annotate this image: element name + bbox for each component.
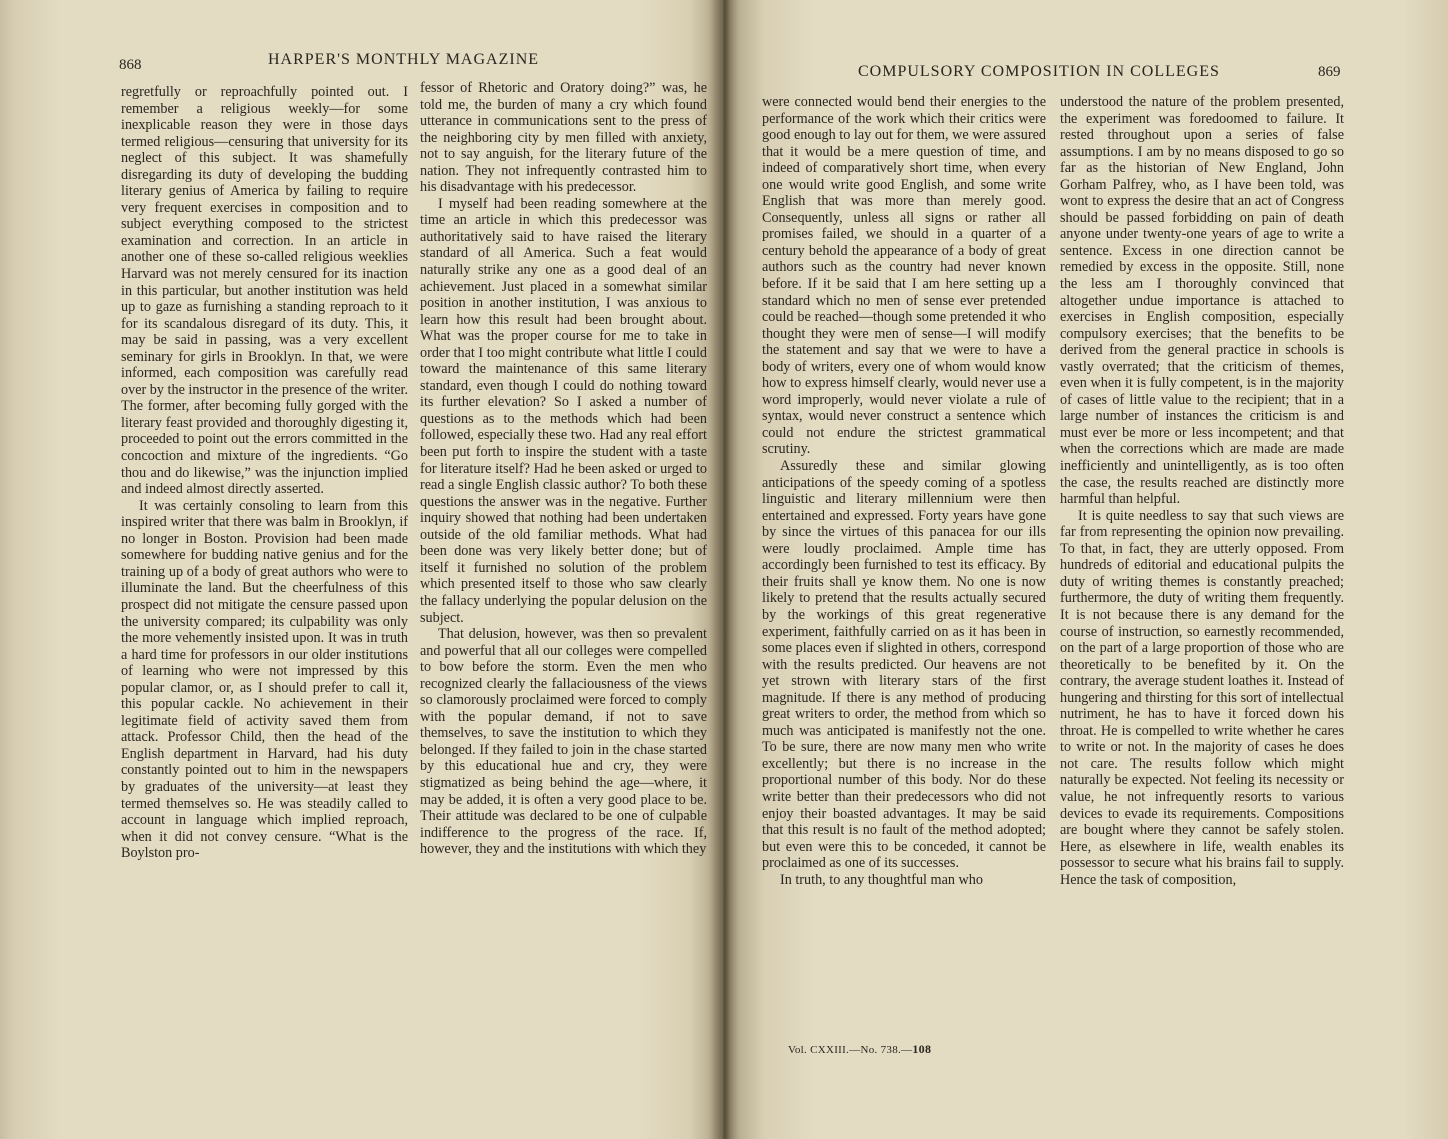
- page-number-right: 869: [1318, 64, 1341, 80]
- signature-line: [788, 1042, 931, 1057]
- paragraph: fessor of Rhetoric and Oratory doing?” was, he told me, the burden of many a cry which found utterance in communications sent to the press of the neighboring city by men filled with anxiety, not to say anguish, for the literary future of the nation. They not infrequently contrasted him to his disadvantage with his predecessor.: [420, 80, 707, 196]
- paragraph: understood the nature of the problem presented, the experiment was foredoomed to failure. It rested throughout upon a series of false assumptions. I am by no means disposed to go so far as the historian of New England, John Gorham Palfrey, who, as I have been told, was wont to express the desire that an act of Congress should be passed forbidding on pain of death anyone under twenty-one years of age to write a sentence. Excess in one direction cannot be remedied by excess in the opposite. Still, none the less am I thoroughly convinced that altogether undue importance is attached to exercises in English composition, especially compulsory exercises; that the benefits to be derived from the general practice in schools is vastly overrated; that the criticism of themes, even when it is fully competent, is in the majority of cases of little value to the recipient; that in a large number of instances the criticism is and must ever be more or less incompetent; and that when the corrections which are made are made inefficiently and unintelligently, as is too often the case, the results reached are distinctly more harmful than helpful.: [1060, 94, 1344, 508]
- left-column-2: [420, 80, 707, 858]
- page-number-left: 868: [119, 57, 142, 73]
- paragraph: That delusion, however, was then so prevalent and powerful that all our colleges were compelled to bow before the storm. Even the men who recognized clearly the fallaciousness of the views so clamorously proclaimed were forced to comply with the popular demand, if not to save themselves, to save the institution to which they belonged. If they failed to join in the chase started by this educational hue and cry, they were stigmatized as being behind the age—where, it may be added, it is often a very good place to be. Their attitude was declared to be one of culpable indifference to the progress of the race. If, however, they and the institutions with which they: [420, 626, 707, 858]
- left-column-1: [121, 84, 408, 862]
- signature-volume: Vol. CXXIII.—No. 738.—: [788, 1044, 913, 1056]
- paragraph: were connected would bend their energies to the performance of the work which their critics were good enough to lay out for them, we were assured that it would be a mere question of time, and indeed of comparatively short time, when every one would write good English, and some write English that was more than merely good. Consequently, unless all signs or rather all promises failed, we should in a quarter of a century behold the appearance of a body of great authors such as the country had never known before. If it be said that I am here setting up a standard which no men of sense ever pretended could be reached—though some pretended it who thought they were men of sense—I will modify the statement and say that we were to have a body of writers, every one of whom would know how to express himself clearly, would never use a word improperly, would never violate a rule of syntax, would never construct a sentence which could not endure the strictest grammatical scrutiny.: [762, 94, 1046, 458]
- right-page: [724, 0, 1448, 1139]
- paragraph: I myself had been reading somewhere at the time an article in which this predecessor was authoritatively said to have raised the literary standard of all America. Such a feat would naturally strike any one as a good deal of an achievement. Just placed in a somewhat similar position in another institution, I was anxious to learn how this result had been brought about. What was the proper course for me to take in order that I too might contribute what little I could toward the maintenance of this same literary standard, even though I could do nothing toward its further elevation? So I asked a number of questions as to the methods which had been followed, especially these two. Had any real effort been put forth to inspire the student with a taste for literature itself? Had he been asked or urged to read a single English classic author? To both these questions the answer was in the negative. Further inquiry showed that nothing had been undertaken outside of the old familiar methods. What had been done was very likely better done; but of itself it furnished no solution of the problem which presented itself to those who saw clearly the fallacy underlying the popular delusion on the subject.: [420, 195, 707, 626]
- paragraph: In truth, to any thoughtful man who: [780, 871, 983, 888]
- running-head-right: COMPULSORY COMPOSITION IN COLLEGES: [858, 63, 1220, 80]
- paragraph: It was certainly consoling to learn from this inspired writer that there was balm in Brooklyn, if no longer in Boston. Provision had been made somewhere for budding native genius and for the training up of a body of great authors who were to illuminate the land. But the cheerfulness of this prospect did not mitigate the censure passed upon the university compared; its culpability was only the more vehemently insisted upon. It was in truth a hard time for professors in our older institutions of learning who were not impressed by this popular clamor, or, as I should prefer to call it, this popular cackle. No achievement in their legitimate field of activity saved them from attack. Professor Child, then the head of the English department in Harvard, had his duty constantly pointed out to him in the newspapers by graduates of the university—at least they termed themselves so. He was steadily called to account in language which implied reproach, when it did not convey censure. “What is the Boylston pro-: [121, 497, 408, 862]
- running-head-left: HARPER'S MONTHLY MAGAZINE: [268, 51, 540, 68]
- paragraph: It is quite needless to say that such views are far from representing the opinion now prevailing. To that, in fact, they are utterly opposed. From hundreds of editorial and educational pulpits the duty of writing themes is constantly preached; furthermore, the duty of writing them frequently. It is not because there is any demand for the course of instruction, so earnestly recommended, on the part of a large proportion of those who are theoretically to be benefited by it. On the contrary, the average student loathes it. Instead of hungering and thirsting for this sort of intellectual nutriment, he has to have it forced down his throat. He is compelled to write whether he cares to write or not. In the majority of cases he does not care. The results follow which might naturally be expected. Not feeling its necessity or value, he not infrequently resorts to various devices to evade its requirements. Compositions are bought where they cannot be safely stolen. Here, as elsewhere in life, wealth enables its possessor to secure what his brains fail to supply. Hence the task of composition,: [1060, 507, 1344, 888]
- paragraph: Assuredly these and similar glowing anticipations of the speedy coming of a spotless linguistic and literary millennium were then entertained and expressed. Forty years have gone by since the virtues of this panacea for our ills were loudly proclaimed. Ample time has accordingly been furnished to test its efficacy. By their fruits shall ye know them. No one is now likely to pretend that the results actually secured by the workings of this great regenerative experiment, faithfully carried on as it has been in some places even if slighted in others, correspond with the results predicted. Our heavens are not yet strown with literary stars of the first magnitude. If there is any method of producing great writers to order, the method from which so much was anticipated is manifestly not the one. To be sure, there are now many men who write excellently; but there is no increase in the proportional number of this body. Nor do these write better than their predecessors who did not enjoy their boasted advantages. It may be said that this result is no fault of the method adopted; but even were this to be conceded, it cannot be proclaimed as one of its successes.: [762, 458, 1046, 872]
- right-column-1: [762, 94, 1046, 888]
- signature-number: 108: [912, 1042, 932, 1056]
- paragraph: regretfully or reproachfully pointed out. I remember a religious weekly—for some inexplicable reason they were in those days termed religious—censuring that university for its neglect of this subject. It was shamefully disregarding its duty of developing the budding literary genius of America by failing to require very frequent exercises in composition and to subject everything composed to the strictest examination and correction. In an article in another one of these so-called religious weeklies Harvard was not merely censured for its inaction in this particular, but another institution was held up to gaze as furnishing a standing reproach to it for its scandalous disregard of its duty. This, it may be said in passing, was a very excellent seminary for girls in Brooklyn. In that, we were informed, each composition was carefully read over by the instructor in the presence of the writer. The former, after becoming fully gorged with the literary feast provided and thoroughly digesting it, proceeded to point out the errors committed in the concoction and mixture of the ingredients. “Go thou and do likewise,” was the injunction implied and indeed almost directly asserted.: [121, 84, 408, 498]
- right-column-2: [1060, 94, 1344, 888]
